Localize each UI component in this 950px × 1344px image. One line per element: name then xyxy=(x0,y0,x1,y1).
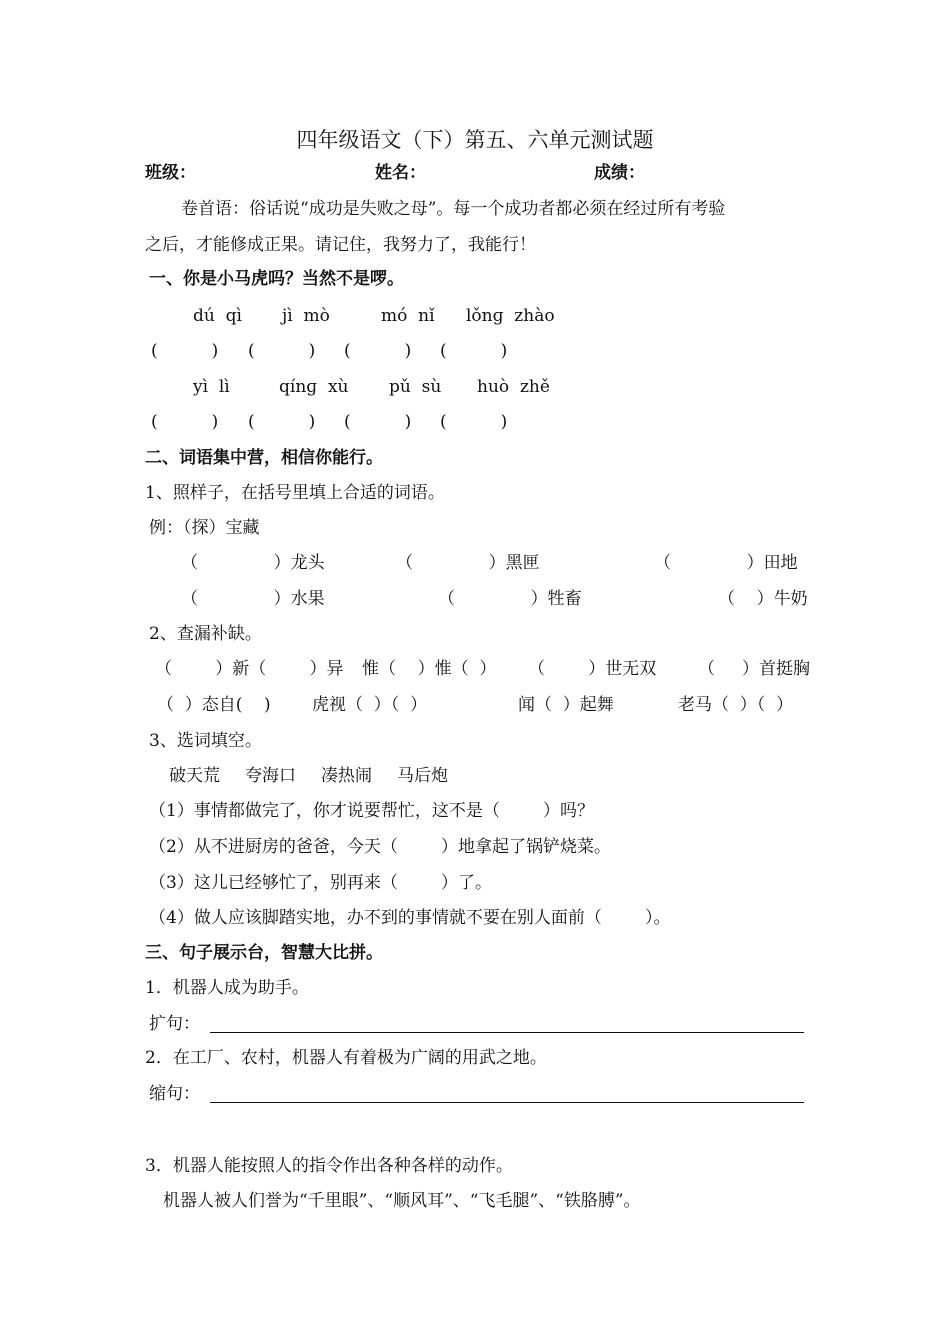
idiom-item[interactable]: 老马（ ）（ ） xyxy=(678,695,794,715)
word-choice: 夸海口 xyxy=(245,766,296,786)
answer-blank[interactable]: ( ) xyxy=(248,412,316,432)
word-choice: 马后炮 xyxy=(397,766,448,786)
pinyin-2: jì mò xyxy=(282,306,330,326)
fill-sentence[interactable]: （1）事情都做完了，你才说要帮忙，这不是（ ）吗？ xyxy=(149,801,595,821)
fill-sentence[interactable]: （3）这儿已经够忙了，别再来（ ）了。 xyxy=(149,873,493,893)
fill-item[interactable]: （ ）田地 xyxy=(654,553,798,573)
word-choice: 破天荒 xyxy=(169,766,220,786)
pinyin-1: dú qì xyxy=(193,306,242,326)
idiom-item[interactable]: （ ）首挺胸 xyxy=(698,659,811,679)
class-label: 班级： xyxy=(145,163,196,183)
answer-blank[interactable]: ( ) xyxy=(440,412,508,432)
fill-item[interactable]: （ ）龙头 xyxy=(181,553,325,573)
shorten-answer-line[interactable] xyxy=(210,1102,804,1103)
idiom-item[interactable]: 虎视（ ）（ ） xyxy=(312,695,428,715)
s3-q3: 3．机器人能按照人的指令作出各种各样的动作。 xyxy=(145,1156,513,1176)
answer-blank[interactable]: ( ) xyxy=(151,412,219,432)
idiom-item[interactable]: （ ）态自( ) xyxy=(157,695,271,715)
pinyin-7: pǔ sù xyxy=(389,377,442,397)
idiom-item[interactable]: 闻（ ）起舞 xyxy=(518,695,614,715)
answer-blank[interactable]: ( ) xyxy=(344,412,412,432)
idiom-item[interactable]: （ ）新（ ）异 xyxy=(155,659,344,679)
q1-title: 1、照样子，在括号里填上合适的词语。 xyxy=(145,483,445,503)
fill-item[interactable]: （ ）牛奶 xyxy=(718,589,808,609)
idiom-item[interactable]: 惟（ ）惟（ ） xyxy=(362,659,497,679)
q1-example: 例：（探）宝藏 xyxy=(149,518,260,538)
idiom-item[interactable]: （ ）世无双 xyxy=(528,659,657,679)
s3-q2: 2．在工厂、农村，机器人有着极为广阔的用武之地。 xyxy=(145,1048,547,1068)
pinyin-6: qínɡ xù xyxy=(279,377,349,397)
word-choice: 凑热闹 xyxy=(321,766,372,786)
expand-label: 扩句： xyxy=(149,1014,200,1034)
fill-sentence[interactable]: （2）从不进厨房的爸爸，今天（ ）地拿起了锅铲烧菜。 xyxy=(149,837,612,857)
q2-title: 2、查漏补缺。 xyxy=(149,624,262,644)
score-label: 成绩： xyxy=(594,163,645,183)
page-title: 四年级语文（下）第五、六单元测试题 xyxy=(296,128,654,152)
intro-line-1: 卷首语：俗话说“成功是失败之母”。每一个成功者都必须在经过所有考验 xyxy=(181,199,726,219)
answer-blank[interactable]: ( ) xyxy=(248,341,316,361)
pinyin-3: mó nǐ xyxy=(381,306,435,326)
s3-q1: 1．机器人成为助手。 xyxy=(145,978,309,998)
q3-title: 3、选词填空。 xyxy=(149,731,262,751)
section-2-heading: 二、词语集中营，相信你能行。 xyxy=(145,448,383,468)
fill-item[interactable]: （ ）水果 xyxy=(181,589,325,609)
section-1-heading: 一、你是小马虎吗？当然不是啰。 xyxy=(149,269,404,289)
section-3-heading: 三、句子展示台，智慧大比拼。 xyxy=(145,943,383,963)
expand-answer-line[interactable] xyxy=(210,1032,804,1033)
intro-line-2: 之后，才能修成正果。请记住，我努力了，我能行！ xyxy=(145,235,536,255)
shorten-label: 缩句： xyxy=(149,1084,200,1104)
pinyin-8: huò zhě xyxy=(477,377,550,397)
fill-item[interactable]: （ ）黑匣 xyxy=(396,553,540,573)
name-label: 姓名： xyxy=(375,163,426,183)
answer-blank[interactable]: ( ) xyxy=(440,341,508,361)
answer-blank[interactable]: ( ) xyxy=(344,341,412,361)
pinyin-5: yì lì xyxy=(193,377,230,397)
s3-q3-extra: 机器人被人们誉为“千里眼”、“顺风耳”、“飞毛腿”、“铁胳膊”。 xyxy=(163,1191,641,1211)
answer-blank[interactable]: ( ) xyxy=(151,341,219,361)
fill-sentence[interactable]: （4）做人应该脚踏实地，办不到的事情就不要在别人面前（ ）。 xyxy=(149,908,671,928)
pinyin-4: lǒnɡ zhào xyxy=(466,306,555,326)
fill-item[interactable]: （ ）牲畜 xyxy=(438,589,582,609)
